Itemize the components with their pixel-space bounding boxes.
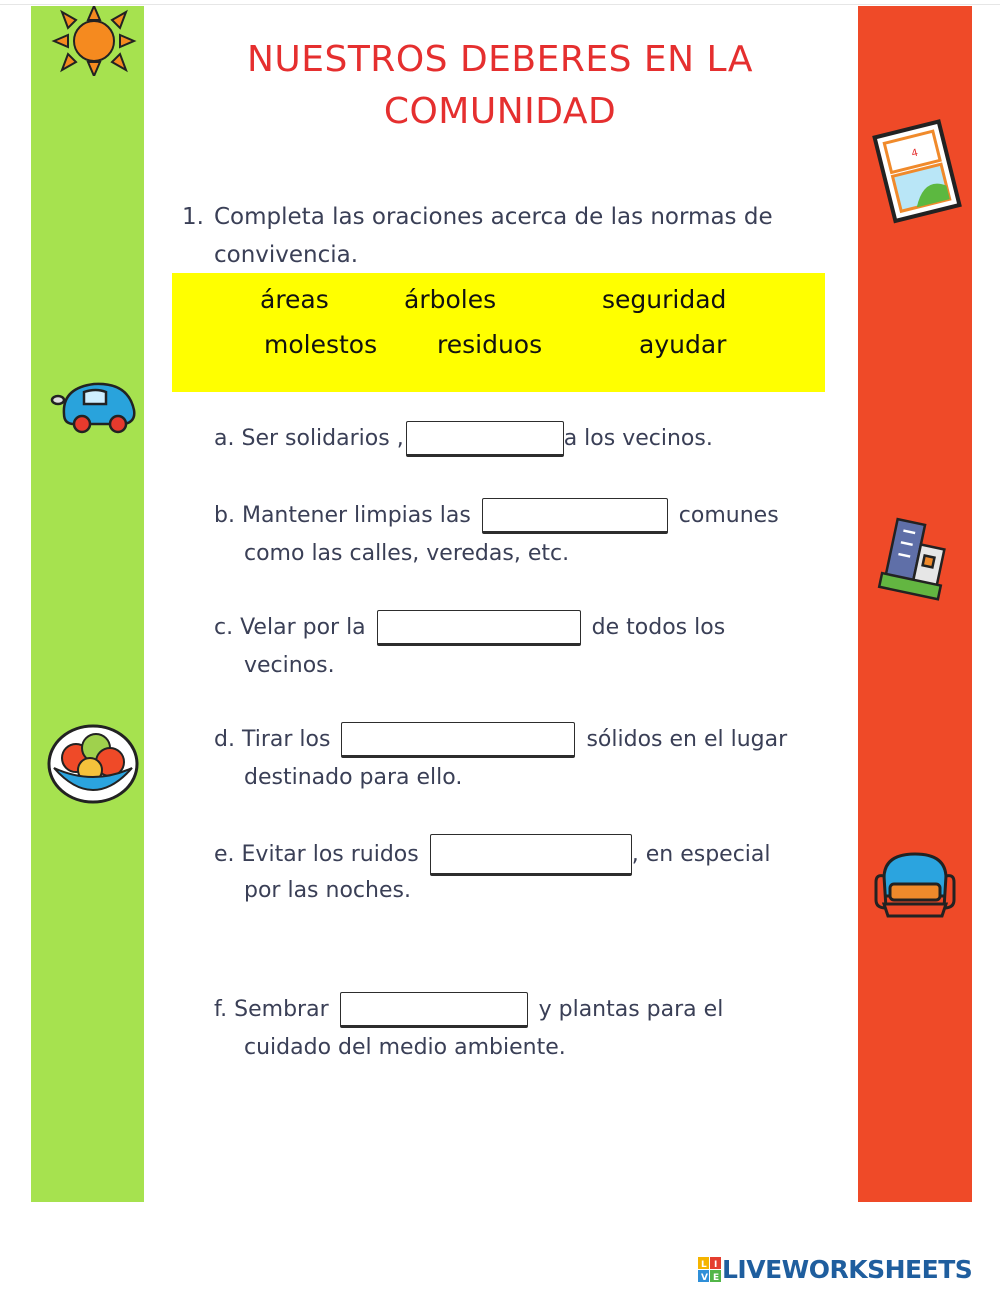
liveworksheets-logo-icon: [698, 1257, 722, 1283]
item-text-before: Sembrar: [234, 997, 329, 1022]
word-bank-item: árboles: [404, 285, 497, 314]
item-text-line2: cuidado del medio ambiente.: [244, 1035, 566, 1060]
logo-letter: L: [701, 1259, 707, 1270]
word-bank-item: molestos: [264, 330, 378, 359]
liveworksheets-wordmark: LIVEWORKSHEETS: [722, 1255, 973, 1284]
fruit-bowl-icon: [44, 716, 142, 808]
left-green-bar: [31, 6, 144, 1202]
item-letter: f.: [214, 997, 228, 1022]
item-d: [214, 721, 787, 797]
item-text-after: y plantas para el: [538, 997, 724, 1022]
item-text-before: Tirar los: [241, 727, 331, 752]
logo-letter: E: [713, 1272, 720, 1283]
item-text-after: comunes: [678, 503, 779, 528]
word-bank-item: áreas: [260, 285, 329, 314]
worksheet-title: [150, 34, 850, 138]
liveworksheets-brand[interactable]: [698, 1255, 972, 1284]
item-text-before: Ser solidarios ,: [241, 426, 404, 451]
title-line-1: NUESTROS DEBERES EN LA: [246, 39, 754, 80]
item-c: [214, 609, 725, 685]
answer-input-f[interactable]: [340, 992, 528, 1028]
word-bank: [172, 273, 825, 392]
item-e: [214, 834, 771, 910]
answer-input-d[interactable]: [341, 722, 575, 758]
item-text-before: Velar por la: [240, 615, 366, 640]
title-line-2: COMUNIDAD: [383, 91, 617, 132]
item-text-before: Mantener limpias las: [241, 503, 471, 528]
armchair-icon: [870, 848, 960, 924]
item-letter: e.: [214, 842, 235, 867]
window-icon: [866, 116, 970, 226]
answer-input-c[interactable]: [377, 610, 581, 646]
answer-input-a[interactable]: [406, 421, 564, 457]
instruction-number: 1.: [182, 204, 204, 230]
item-text-line2: destinado para ello.: [244, 765, 463, 790]
svg-text:4: 4: [910, 147, 920, 160]
item-text-after: , en especial: [631, 842, 771, 867]
item-letter: b.: [214, 503, 235, 528]
car-icon: [44, 374, 140, 436]
item-text-after: sólidos en el lugar: [586, 727, 788, 752]
item-a: [214, 420, 713, 458]
word-bank-item: residuos: [437, 330, 543, 359]
logo-letter: I: [714, 1259, 718, 1270]
item-text-after: de todos los: [591, 615, 726, 640]
answer-input-e[interactable]: [430, 834, 632, 876]
word-bank-item: ayudar: [639, 330, 727, 359]
item-letter: a.: [214, 426, 235, 451]
building-icon: [868, 510, 966, 606]
word-bank-item: seguridad: [602, 285, 727, 314]
item-text-before: Evitar los ruidos: [241, 842, 419, 867]
item-letter: c.: [214, 615, 234, 640]
logo-letter: V: [701, 1272, 708, 1283]
answer-input-b[interactable]: [482, 498, 668, 534]
item-f: [214, 991, 723, 1067]
instruction: [182, 198, 822, 274]
item-text-line2: vecinos.: [244, 653, 335, 678]
item-b: [214, 497, 779, 573]
item-text-line2: como las calles, veredas, etc.: [244, 541, 570, 566]
sun-icon: [48, 6, 140, 76]
instruction-line-2: convivencia.: [214, 242, 359, 268]
item-text-after: a los vecinos.: [563, 426, 713, 451]
item-letter: d.: [214, 727, 235, 752]
top-border: [0, 4, 1000, 5]
instruction-line-1: Completa las oraciones acerca de las normas de: [214, 204, 773, 230]
item-text-line2: por las noches.: [244, 878, 411, 903]
